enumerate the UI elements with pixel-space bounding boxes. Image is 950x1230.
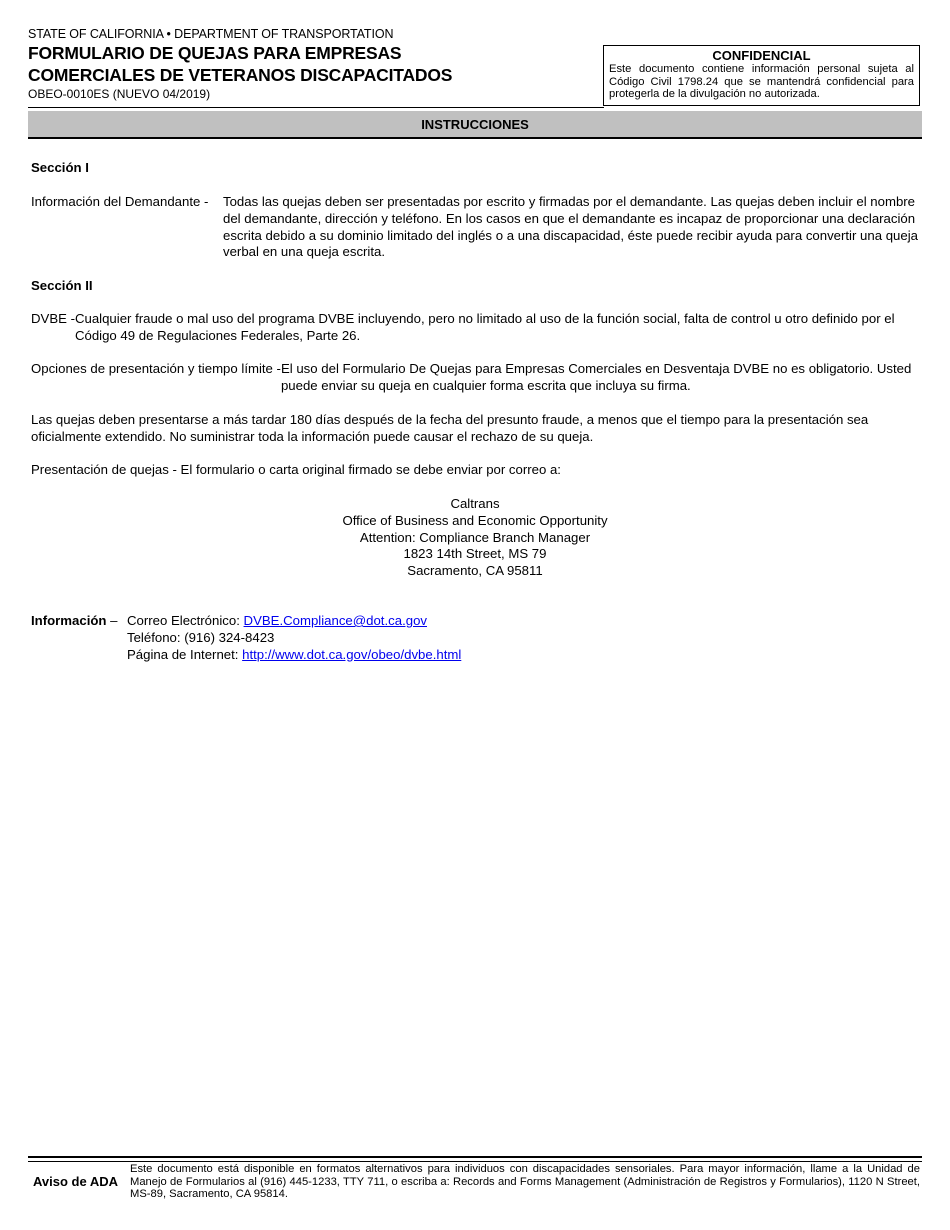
address-line: Attention: Compliance Branch Manager <box>359 529 591 545</box>
form-id: OBEO-0010ES (NUEVO 04/2019) <box>28 87 211 101</box>
web-line <box>127 647 461 664</box>
footer-divider-thick <box>28 1156 922 1158</box>
contact-info <box>31 613 461 663</box>
presentation-paragraph: Presentación de quejas - El formulario o carta original firmado se debe enviar por correo a: <box>31 462 561 477</box>
phone-line <box>127 630 461 647</box>
agency-line: STATE OF CALIFORNIA • DEPARTMENT OF TRANSPORTATION <box>28 27 394 41</box>
info-lines <box>127 613 461 663</box>
website-link[interactable]: http://www.dot.ca.gov/obeo/dvbe.html <box>242 646 462 662</box>
form-title-line1: FORMULARIO DE QUEJAS PARA EMPRESAS <box>28 43 402 63</box>
info-label-group <box>31 613 127 663</box>
section1-heading: Sección I <box>31 160 89 175</box>
dvbe-text: Cualquier fraude o mal uso del programa DVBE incluyendo, pero no limitado al uso de la función social, falta de control u otro definido por el Código 49 de Regulaciones Federales, Parte 26. <box>74 311 895 343</box>
address-line: Office of Business and Economic Opportunity <box>342 512 608 528</box>
header-divider <box>28 107 604 108</box>
instructions-bar <box>28 111 922 139</box>
info-label: Información <box>31 613 107 628</box>
confidential-text: Este documento contiene información personal sujeta al Código Civil 1798.24 que se mantendrá confidencial para protegerla de la divulgación no autorizada. <box>609 63 914 101</box>
info-dash: – <box>106 613 118 628</box>
confidential-box <box>603 45 920 106</box>
phone-label: Teléfono: <box>127 629 185 645</box>
ada-notice-label: Aviso de ADA <box>33 1174 118 1189</box>
web-label: Página de Internet: <box>127 646 243 662</box>
form-title <box>28 42 452 86</box>
mailing-address <box>0 496 950 580</box>
instructions-title: INSTRUCCIONES <box>421 116 529 132</box>
form-title-line2: COMERCIALES DE VETERANOS DISCAPACITADOS <box>28 65 453 85</box>
section2-heading: Sección II <box>31 278 93 293</box>
address-line: 1823 14th Street, MS 79 <box>403 546 547 562</box>
email-line <box>127 613 461 630</box>
options-text: El uso del Formulario De Quejas para Empresas Comerciales en Desventaja DVBE no es obligatorio. Usted puede enviar su queja en cualquier forma escrita que incluya su firma. <box>280 361 912 393</box>
email-label: Correo Electrónico: <box>127 613 244 628</box>
dvbe-label: DVBE - <box>31 311 75 326</box>
filing-options <box>31 361 921 395</box>
email-link[interactable]: DVBE.Compliance@dot.ca.gov <box>243 613 427 628</box>
address-line: Caltrans <box>450 496 500 511</box>
address-line: Sacramento, CA 95811 <box>407 563 543 579</box>
section1-complainant-info <box>31 194 921 261</box>
confidential-title: CONFIDENCIAL <box>712 48 811 63</box>
options-label: Opciones de presentación y tiempo límite - <box>31 361 281 376</box>
complainant-label: Información del Demandante - <box>31 194 209 209</box>
deadline-paragraph: Las quejas deben presentarse a más tardar 180 días después de la fecha del presunto fraude, a menos que el tiempo para la presentación sea oficialmente extendido. No suministrar toda la información puede causar el rechazo de su queja. <box>31 412 869 444</box>
phone-number: (916) 324-8423 <box>184 629 275 645</box>
footer-divider-thin <box>28 1161 922 1162</box>
complainant-text: Todas las quejas deben ser presentadas por escrito y firmadas por el demandante. Las quejas deben incluir el nombre del demandante, dirección y teléfono. En los casos en que el demandante es incapaz de proporcionar una declaración escrita debido a su dominio limitado del inglés o a una discapacidad, éste puede recibir ayuda para convertir una queja verbal en una queja escrita. <box>223 194 918 260</box>
dvbe-definition <box>31 311 921 345</box>
ada-notice-text: Este documento está disponible en formatos alternativos para individuos con discapacidades sensoriales. Para mayor información, llame a la Unidad de Manejo de Formularios al (916) 445-1233, TTY 711, o escriba a: Records and Forms Management (Administración de Registros y Formularios), 1120 N Street, MS-89, Sacramento, CA 95814. <box>130 1163 920 1201</box>
